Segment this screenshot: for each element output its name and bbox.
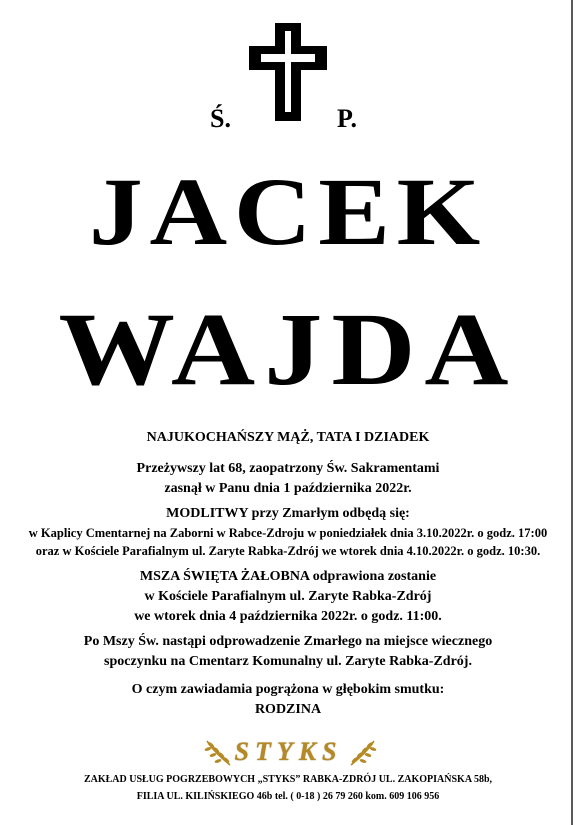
death-notice <box>0 459 576 499</box>
styks-logo <box>0 735 576 769</box>
mass-section <box>0 567 576 627</box>
header-letter-right: P. <box>337 104 357 133</box>
page-edge-line <box>571 0 573 825</box>
relation-line <box>0 428 576 448</box>
footer-address-line: ZAKŁAD USŁUG POGRZEBOWYCH „STYKS” RABKA-ZDRÓJ UL. ZAKOPIAŃSKA 58b, <box>83 774 493 785</box>
mass-line: MSZA ŚWIĘTA ŻAŁOBNA odprawiona zostanie <box>139 569 437 584</box>
deceased-last-name: WAJDA <box>58 292 518 407</box>
prayers-line: w Kaplicy Cmentarnej na Zaborni w Rabce-Zdroju w poniedziałek dnia 3.10.2022r. o godz. 17:00 <box>28 526 548 540</box>
relation-text: NAJUKOCHAŃSZY MĄŻ, TATA I DZIADEK <box>146 430 430 445</box>
header-letter-left: Ś. <box>210 104 231 133</box>
burial-section <box>0 632 576 672</box>
deceased-first-name: JACEK <box>88 158 487 265</box>
burial-line: Po Mszy Św. nastąpi odprowadzenie Zmarłego na miejsce wiecznego <box>83 634 493 649</box>
burial-line: spoczynku na Cmentarz Komunalny ul. Zaryte Rabka-Zdrój. <box>104 654 472 669</box>
family-signature: RODZINA <box>254 702 322 717</box>
prayers-section <box>0 504 576 560</box>
prayers-line: oraz w Kościele Parafialnym ul. Zaryte Rabka-Zdrój we wtorek dnia 4.10.2022r. o godz. 10:30. <box>35 544 541 558</box>
death-notice-line: zasnął w Panu dnia 1 października 2022r. <box>164 481 412 496</box>
mass-line: w Kościele Parafialnym ul. Zaryte Rabka-Zdrój <box>144 589 432 604</box>
laurel-branch-icon <box>348 737 378 767</box>
closing-section <box>0 680 576 720</box>
funeral-home-footer <box>0 771 576 805</box>
logo-wordmark: STYKS <box>234 737 343 766</box>
footer-contact-line: FILIA UL. KILIŃSKIEGO 46b tel. ( 0-18 ) 26 79 260 kom. 609 106 956 <box>136 791 440 802</box>
obituary-header <box>0 22 576 133</box>
death-notice-line: Przeżywszy lat 68, zaopatrzony Św. Sakramentami <box>136 461 440 476</box>
closing-line: O czym zawiadamia pogrążona w głębokim smutku: <box>131 682 445 697</box>
mass-line: we wtorek dnia 4 października 2022r. o godz. 11:00. <box>134 609 442 624</box>
latin-cross-icon <box>247 22 329 122</box>
prayers-heading: MODLITWY przy Zmarłym odbędą się: <box>166 506 410 521</box>
